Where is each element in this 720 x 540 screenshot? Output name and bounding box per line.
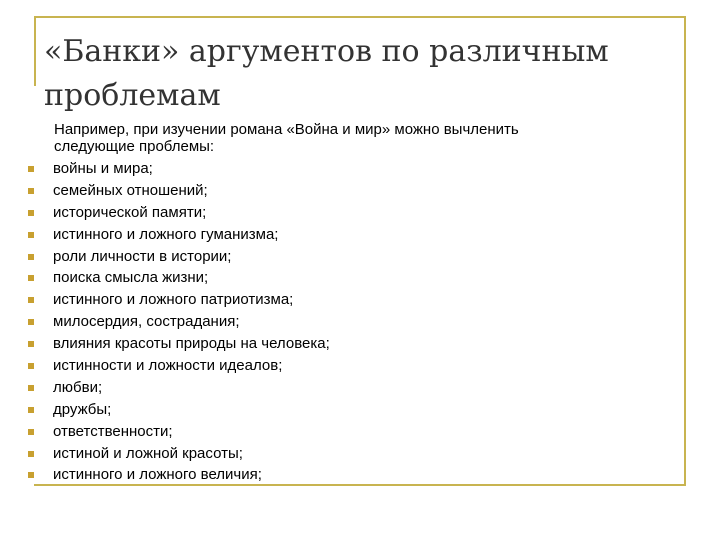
slide-title: [44, 30, 644, 118]
list-item-text: роли личности в истории;: [53, 247, 232, 265]
list-item-text: милосердия, сострадания;: [53, 313, 240, 331]
list-item-text: исторической памяти;: [53, 203, 207, 221]
list-item-text: истинного и ложного патриотизма;: [53, 291, 294, 309]
square-bullet-icon: [28, 363, 34, 369]
square-bullet-icon: [28, 210, 34, 216]
list-item-text: влияния красоты природы на человека;: [53, 335, 330, 353]
list-item-text: поиска смысла жизни;: [53, 269, 209, 287]
title-line-1: «Банки» аргументов по различным: [44, 34, 609, 69]
square-bullet-icon: [28, 188, 34, 194]
intro-line-2: следующие проблемы:: [54, 138, 215, 155]
square-bullet-icon: [28, 451, 34, 457]
list-item-text: истинного и ложного величия;: [53, 466, 262, 484]
square-bullet-icon: [28, 472, 34, 478]
list-item-text: любви;: [53, 378, 103, 396]
title-line-2: проблемам: [44, 78, 221, 113]
list-item-text: семейных отношений;: [53, 181, 208, 199]
intro-text: [54, 121, 654, 155]
list-item-text: ответственности;: [53, 422, 173, 440]
frame-right-line: [684, 16, 686, 486]
square-bullet-icon: [28, 341, 34, 347]
list-item-text: дружбы;: [53, 400, 112, 418]
square-bullet-icon: [28, 297, 34, 303]
frame-top-line: [34, 16, 686, 18]
square-bullet-icon: [28, 385, 34, 391]
frame-left-line: [34, 16, 36, 86]
square-bullet-icon: [28, 166, 34, 172]
square-bullet-icon: [28, 232, 34, 238]
list-item-text: истинности и ложности идеалов;: [53, 357, 283, 375]
square-bullet-icon: [28, 254, 34, 260]
list-item-text: истинного и ложного гуманизма;: [53, 225, 279, 243]
list-item-text: истиной и ложной красоты;: [53, 444, 243, 462]
square-bullet-icon: [28, 275, 34, 281]
square-bullet-icon: [28, 319, 34, 325]
list-item-text: войны и мира;: [53, 160, 153, 177]
intro-line-1: Например, при изучении романа «Война и мир» можно вычленить: [54, 121, 519, 138]
square-bullet-icon: [28, 407, 34, 413]
square-bullet-icon: [28, 429, 34, 435]
